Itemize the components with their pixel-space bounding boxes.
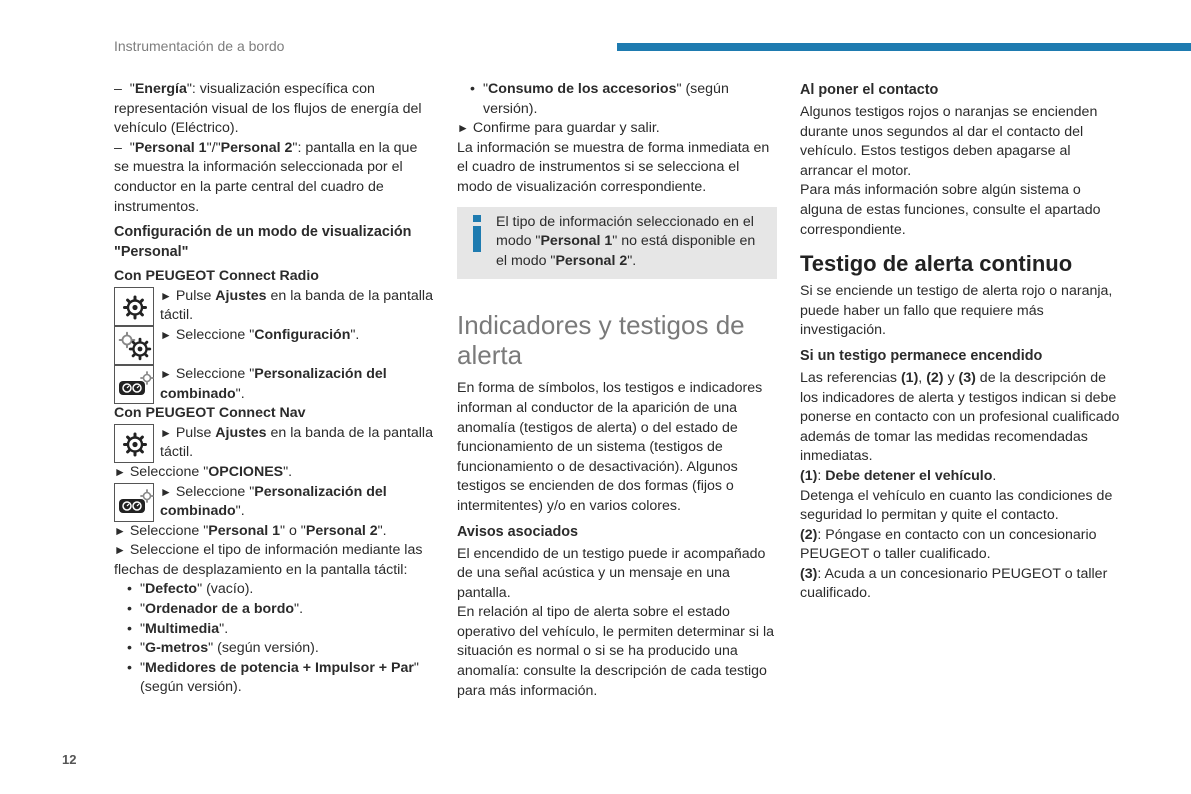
note-text	[467, 213, 767, 272]
separator: /	[211, 139, 216, 156]
list-item	[114, 639, 436, 659]
text: y	[943, 369, 959, 386]
info-icon	[467, 215, 487, 253]
radio-step-3	[114, 365, 436, 404]
bold-text: (1)	[800, 467, 818, 484]
bold-text: Consumo de los accesorios	[488, 81, 677, 97]
cluster-settings-icon	[114, 365, 154, 404]
cluster-settings-icon	[114, 483, 154, 522]
intro-text: En forma de símbolos, los testigos e indicadores informan al conductor de la aparición de una anomalía (testigos de alerta) o del estado de funcionamiento de un sistema (testigos de funcionamiento o de desactivación). Algunos testigos se encienden de dos formas (fijos o intermitentes) y/o en varios colores.	[457, 380, 763, 514]
text: Las referencias	[800, 369, 901, 386]
bold-text: OPCIONES	[208, 463, 284, 480]
energia-label: Energía	[134, 81, 187, 97]
step-personal	[114, 522, 436, 542]
consumo-list	[457, 80, 777, 119]
text: " (según versión).	[208, 640, 319, 657]
text: Pulse	[175, 424, 216, 441]
text: de la descripción de los indicadores de alerta y testigos indican si debe ponerse en contacto con un profesional cualificado además de tomar las medidas recomendadas inmediatas.	[800, 369, 1120, 465]
text: ".	[235, 385, 245, 402]
list-item	[114, 580, 436, 600]
text: " (según versión).	[483, 81, 729, 117]
text: en la banda de la pantalla táctil.	[160, 424, 433, 461]
avisos-p2: En relación al tipo de alerta sobre el estado operativo del vehículo, le permiten determinar si la situación es normal o si se ha producido una anomalía: consulte la descripción de cada testigo para más información.	[457, 604, 775, 699]
radio-step-1	[114, 287, 436, 326]
header-bar	[617, 43, 1191, 51]
nav-heading: Con PEUGEOT Connect Nav	[114, 405, 306, 422]
text: :	[817, 467, 826, 484]
avisos-heading: Avisos asociados	[457, 523, 579, 540]
config-heading: Configuración de un modo de visualización "Personal"	[114, 224, 412, 261]
avisos-p1: El encendido de un testigo puede ir acompañado de una señal acústica y un mensaje en una pantalla.	[457, 545, 766, 601]
text: Seleccione "	[175, 483, 255, 500]
radio-step-2	[114, 326, 436, 365]
section-text: Si se enciende un testigo de alerta rojo o naranja, puede haber un fallo que requiere más investigación.	[800, 283, 1113, 339]
bold-text: (3)	[958, 369, 976, 386]
bold-text: (1)	[900, 369, 919, 386]
text: Seleccione "	[175, 365, 255, 382]
step-tipo	[114, 541, 436, 580]
confirm-step	[457, 119, 777, 139]
list-item	[114, 620, 436, 640]
bold-text: G-metros	[145, 640, 209, 657]
column-middle	[457, 80, 777, 701]
list-item	[457, 80, 777, 119]
list-item	[114, 600, 436, 620]
arrow-right-icon: ►	[114, 543, 126, 558]
text: ".	[235, 503, 245, 520]
bold-text: (2)	[926, 369, 944, 386]
text: Pulse	[175, 287, 216, 304]
bold-text: Ajustes	[215, 287, 267, 304]
bold-text: Medidores de potencia + Impulsor + Par	[145, 659, 414, 676]
nav-step-3	[114, 483, 436, 522]
text: "	[483, 81, 489, 97]
text: ".	[350, 326, 360, 343]
text: Seleccione "	[175, 326, 255, 343]
header-title: Instrumentación de a bordo	[114, 38, 285, 54]
options-list	[114, 580, 436, 698]
bold-text: Personalización del combinado	[160, 483, 387, 520]
configuration-gears-icon	[114, 326, 154, 365]
ref1-text: Detenga el vehículo en cuanto las condiciones de seguridad lo permitan y quite el contacto.	[800, 487, 1113, 524]
text: Seleccione "	[129, 522, 209, 539]
arrow-right-icon: ►	[114, 464, 126, 479]
energia-text: : visualización específica con representación visual de los flujos de energía del vehículo (Eléctrico).	[114, 81, 422, 137]
info-text: La información se muestra de forma inmediata en el cuadro de instrumentos si se selecciona el modo de visualización correspondiente.	[457, 139, 770, 195]
text: " (según versión).	[140, 659, 419, 696]
bold-text: Personal 1	[208, 522, 280, 539]
ref3-line	[800, 565, 1122, 604]
list-item	[114, 659, 436, 698]
arrow-right-icon: ►	[160, 484, 172, 499]
note-box	[457, 207, 777, 280]
page-number: 12	[62, 752, 77, 767]
text: "	[140, 640, 146, 657]
text: .	[992, 467, 997, 484]
bold-text: Ajustes	[215, 424, 267, 441]
nav-step-1	[114, 424, 436, 463]
text: : Póngase en contacto con un concesionario PEUGEOT o taller cualificado.	[800, 526, 1097, 563]
personal-label-1: Personal 1	[134, 139, 207, 156]
radio-step-2-text	[160, 326, 436, 346]
dash: –	[114, 81, 122, 97]
arrow-right-icon: ►	[160, 425, 172, 440]
personal-text: : pantalla en la que se muestra la información seleccionada por el conductor en la parte central del cuadro de instrumentos.	[114, 139, 418, 215]
section-heading: Indicadores y testigos de alerta	[457, 310, 745, 371]
bold-text: Personalización del combinado	[160, 365, 387, 402]
bold-text: Personal 2	[305, 522, 378, 539]
bold-text: (3)	[800, 565, 818, 582]
text: : Acuda a un concesionario PEUGEOT o taller cualificado.	[800, 565, 1108, 602]
bold-text: Personal 2	[555, 252, 628, 269]
text: "	[140, 620, 146, 637]
arrow-right-icon: ►	[160, 288, 172, 303]
personal-item: – "Personal 1"/"Personal 2": pantalla en la que se muestra la información seleccionada por el conductor en la parte central del cuadro de instrumentos.	[114, 139, 418, 215]
bold-text: Multimedia	[145, 620, 220, 637]
text: ".	[294, 601, 304, 618]
nav-step-1-text	[160, 424, 436, 463]
references-text	[800, 369, 1122, 467]
bold-text: Debe detener el vehículo	[825, 467, 993, 484]
radio-heading: Con PEUGEOT Connect Radio	[114, 268, 319, 285]
text: Confirme para guardar y salir.	[472, 120, 660, 137]
arrow-right-icon: ►	[160, 327, 172, 342]
ref1-line	[800, 467, 1122, 487]
nav-step-2	[114, 463, 436, 483]
text: ".	[283, 463, 293, 480]
bold-text: Personal 1	[540, 233, 613, 250]
text: ".	[377, 522, 387, 539]
contacto-heading: Al poner el contacto	[800, 82, 939, 98]
contacto-p1: Algunos testigos rojos o naranjas se encienden durante unos segundos al dar el contacto del vehículo. Estos testigos deben apagarse al arrancar el motor.	[800, 104, 1098, 179]
bold-text: Defecto	[145, 581, 198, 598]
arrow-right-icon: ►	[114, 523, 126, 538]
permanece-heading: Si un testigo permanece encendido	[800, 347, 1043, 364]
radio-step-3-text	[160, 365, 436, 404]
text: ,	[918, 369, 927, 386]
bold-text: Ordenador de a bordo	[145, 601, 295, 618]
bold-text: (2)	[800, 526, 818, 543]
settings-gear-icon	[114, 287, 154, 326]
text: " (vacío).	[197, 581, 254, 598]
text: " o "	[280, 522, 306, 539]
column-left	[114, 80, 436, 698]
energia-item: – "Energía": visualización específica con representación visual de los flujos de energía del vehículo (Eléctrico).	[114, 81, 422, 137]
text: " no está disponible en el modo "	[496, 233, 756, 269]
nav-step-3-text	[160, 483, 436, 522]
settings-gear-icon	[114, 424, 154, 463]
bold-text: Configuración	[254, 326, 351, 343]
text: ".	[627, 252, 637, 269]
section-title: Testigo de alerta continuo	[800, 251, 1073, 277]
text: "	[140, 601, 146, 618]
ref2-line	[800, 526, 1122, 565]
text: Seleccione el tipo de información mediante las flechas de desplazamiento en la pantalla táctil:	[114, 542, 423, 578]
arrow-right-icon: ►	[457, 121, 469, 136]
personal-label-2: Personal 2	[220, 139, 293, 156]
text: Seleccione "	[129, 463, 209, 480]
text: en la banda de la pantalla táctil.	[160, 287, 433, 324]
text: "	[140, 659, 146, 676]
column-right	[800, 80, 1122, 604]
text: "	[140, 581, 146, 598]
radio-step-1-text	[160, 287, 436, 326]
dash: –	[114, 139, 122, 156]
arrow-right-icon: ►	[160, 366, 172, 381]
contacto-p2: Para más información sobre algún sistema o alguna de estas funciones, consulte el apartado correspondiente.	[800, 182, 1101, 238]
text: El tipo de información seleccionado en el modo "	[496, 213, 754, 250]
text: ".	[219, 620, 229, 637]
